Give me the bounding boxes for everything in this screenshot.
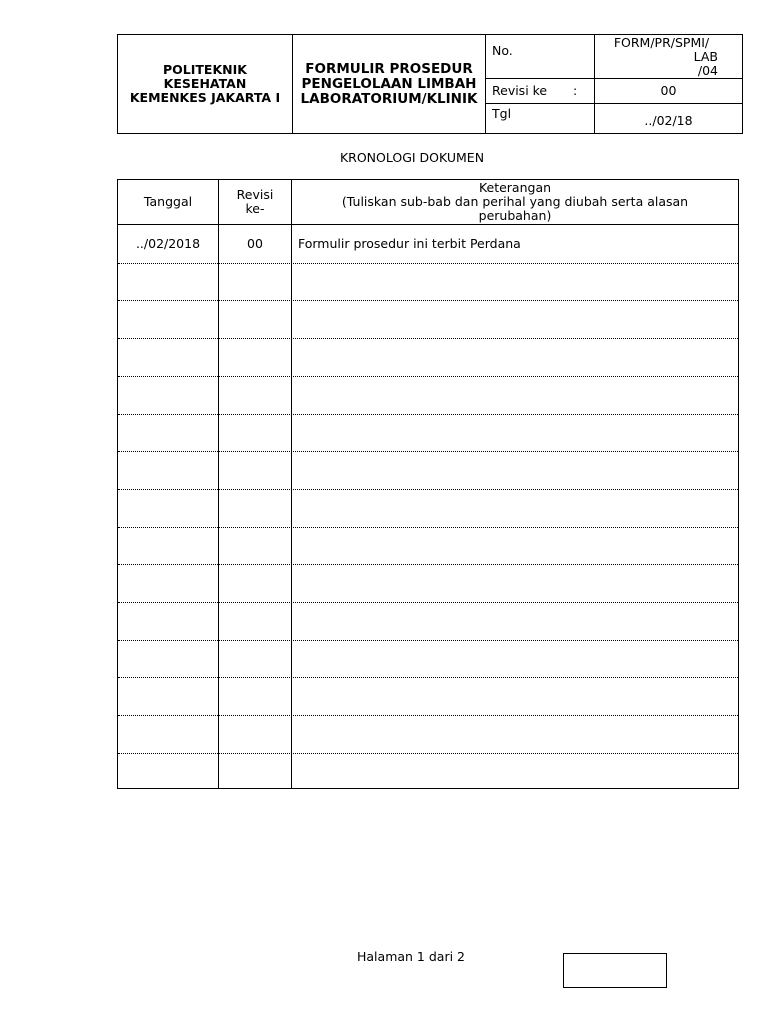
cell-tanggal (118, 451, 218, 488)
revisi-value: 00 (595, 79, 742, 104)
form-title-line: LABORATORIUM/KLINIK (300, 90, 478, 107)
cell-keterangan (298, 300, 728, 337)
cell-tanggal (118, 489, 218, 526)
header-revisi-line: Revisi (236, 187, 274, 202)
cell-keterangan (298, 527, 728, 564)
cell-revisi (219, 489, 291, 526)
cell-keterangan (298, 677, 728, 714)
cell-revisi (219, 715, 291, 752)
no-value-line: /04 (697, 63, 718, 78)
cell-keterangan (298, 753, 728, 790)
cell-revisi (219, 527, 291, 564)
cell-revisi (219, 376, 291, 413)
tgl-label: Tgl (486, 104, 595, 133)
cell-revisi (219, 414, 291, 451)
cell-revisi (219, 677, 291, 714)
form-title (293, 35, 486, 133)
header-tanggal: Tanggal (143, 194, 193, 209)
revisi-colon: : (573, 83, 578, 98)
cell-revisi (219, 300, 291, 337)
cell-tanggal (118, 263, 218, 300)
header-keterangan-line: perubahan) (478, 208, 552, 223)
cell-keterangan (298, 640, 728, 677)
header-revisi (219, 180, 291, 224)
cell-tanggal (118, 338, 218, 375)
institution-name (118, 35, 293, 133)
cell-tanggal (118, 602, 218, 639)
cell-tanggal (118, 640, 218, 677)
kronologi-table (117, 179, 739, 789)
document-header-table (117, 34, 743, 134)
cell-tanggal (118, 376, 218, 413)
cell-keterangan (298, 715, 728, 752)
cell-tanggal (118, 414, 218, 451)
cell-tanggal (118, 300, 218, 337)
cell-tanggal (118, 527, 218, 564)
no-label: No. (486, 35, 595, 79)
cell-keterangan (298, 602, 728, 639)
cell-revisi (219, 263, 291, 300)
institution-line: KEMENKES JAKARTA I (129, 90, 281, 105)
cell-revisi: 00 (247, 236, 263, 251)
cell-keterangan (298, 376, 728, 413)
revisi-label-cell (486, 79, 595, 104)
cell-tanggal (118, 677, 218, 714)
cell-keterangan (298, 489, 728, 526)
cell-revisi (219, 753, 291, 790)
page-number: Halaman 1 dari 2 (357, 949, 465, 964)
cell-tanggal (118, 564, 218, 601)
form-title-line: FORMULIR PROSEDUR (305, 60, 473, 77)
revisi-label: Revisi ke (492, 83, 548, 98)
header-keterangan (292, 180, 738, 224)
cell-revisi (219, 640, 291, 677)
form-title-line: PENGELOLAAN LIMBAH (301, 75, 477, 92)
tgl-value: ../02/18 (644, 113, 693, 128)
cell-keterangan: Formulir prosedur ini terbit Perdana (298, 236, 521, 251)
header-revisi-line: ke- (245, 201, 265, 216)
cell-keterangan (298, 263, 728, 300)
no-value-line: FORM/PR/SPMI/ (613, 35, 710, 50)
cell-revisi (219, 564, 291, 601)
cell-revisi (219, 602, 291, 639)
cell-tanggal (118, 715, 218, 752)
cell-keterangan (298, 338, 728, 375)
cell-revisi (219, 451, 291, 488)
cell-tanggal (118, 753, 218, 790)
no-value-line: LAB (693, 49, 718, 64)
cell-revisi (219, 338, 291, 375)
header-keterangan-line: (Tuliskan sub-bab dan perihal yang diubah serta alasan (341, 194, 689, 209)
column-divider (291, 180, 292, 788)
blank-box (563, 953, 667, 988)
kronologi-title: KRONOLOGI DOKUMEN (339, 150, 485, 165)
header-keterangan-line: Keterangan (478, 180, 552, 195)
cell-keterangan (298, 414, 728, 451)
cell-keterangan (298, 564, 728, 601)
institution-line: KESEHATAN (163, 76, 247, 91)
cell-keterangan (298, 451, 728, 488)
no-value (595, 35, 742, 79)
cell-tanggal: ../02/2018 (135, 236, 201, 251)
institution-line: POLITEKNIK (163, 62, 247, 77)
